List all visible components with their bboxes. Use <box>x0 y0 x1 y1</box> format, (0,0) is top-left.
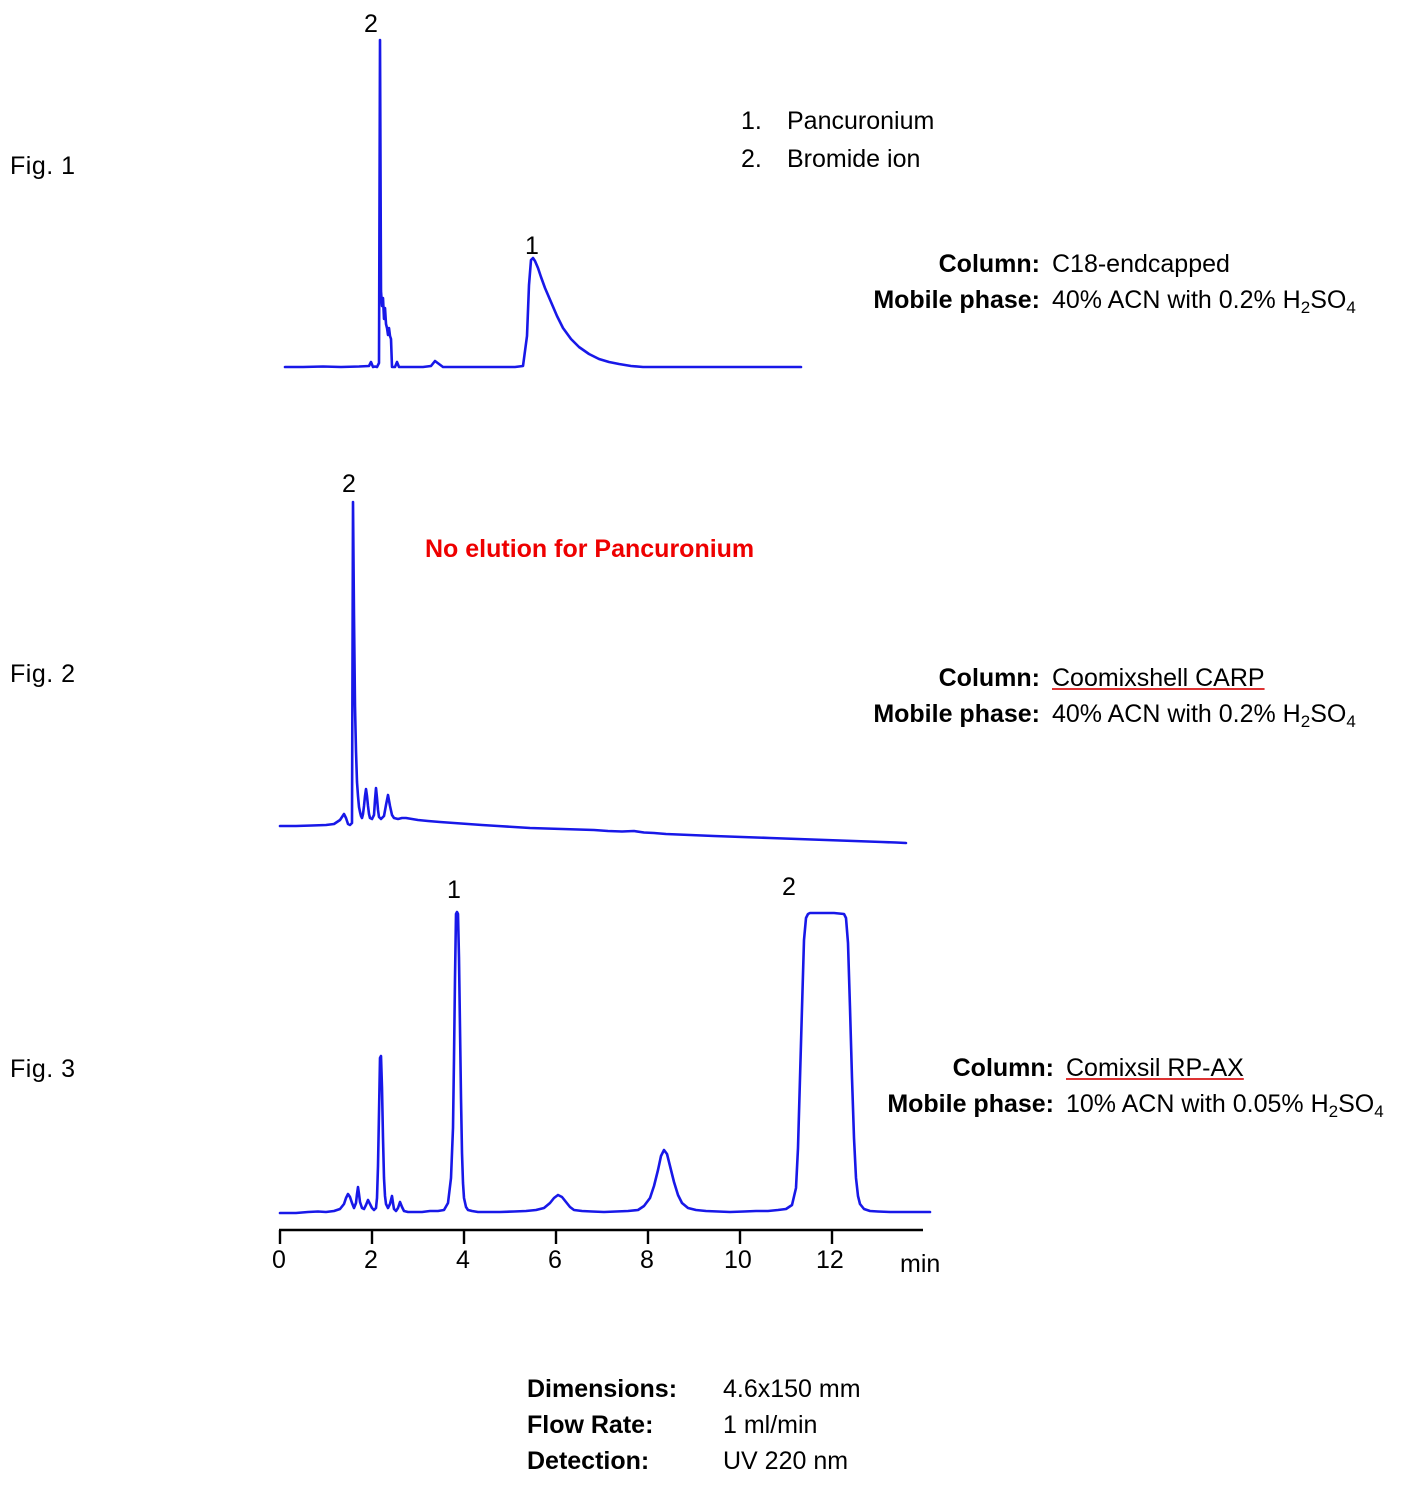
condition-key: Mobile phase: <box>887 1090 1054 1118</box>
x-tick-4: 4 <box>456 1246 470 1274</box>
condition-value: Coomixshell CARP <box>1052 664 1265 692</box>
condition-key: Column: <box>952 1054 1054 1082</box>
condition-row-mobile-phase <box>858 696 1356 740</box>
condition-value: 1 ml/min <box>723 1411 818 1439</box>
x-tick-2: 2 <box>364 1246 378 1274</box>
condition-row-column <box>858 660 1356 696</box>
shared-condition-detection <box>527 1443 861 1479</box>
condition-key: Mobile phase: <box>873 700 1040 728</box>
figure-1-chromatogram <box>283 36 903 376</box>
condition-row-column <box>872 1050 1384 1086</box>
condition-key: Detection: <box>527 1447 650 1475</box>
condition-value: C18-endcapped <box>1052 250 1230 278</box>
x-tick-8: 8 <box>640 1246 654 1274</box>
figure-3-label: Fig. 3 <box>10 1055 76 1083</box>
condition-key: Column: <box>938 250 1040 278</box>
legend-item-label: Pancuronium <box>787 107 935 135</box>
x-axis <box>272 1228 941 1288</box>
condition-value: 40% ACN with 0.2% $H_2SO_4$ <box>1052 700 1356 731</box>
x-axis-unit: min <box>900 1250 941 1278</box>
legend-item-label: Bromide ion <box>787 145 921 173</box>
figure-1-peak-label-1: 1 <box>525 232 539 260</box>
figure-3-chromatogram <box>278 898 938 1220</box>
shared-condition-flow-rate <box>527 1407 861 1443</box>
condition-value: 4.6x150 mm <box>723 1375 861 1403</box>
figure-1-label: Fig. 1 <box>10 152 76 180</box>
shared-condition-dimensions <box>527 1371 861 1407</box>
condition-value: UV 220 nm <box>723 1447 849 1475</box>
condition-key: Mobile phase: <box>873 286 1040 314</box>
figure-2-conditions <box>858 660 1356 740</box>
figure-3-peak-label-1: 1 <box>447 876 461 904</box>
condition-row-mobile-phase <box>858 282 1356 326</box>
figure-3-peak-label-2: 2 <box>782 873 796 901</box>
condition-key: Column: <box>938 664 1040 692</box>
condition-value: 40% ACN with 0.2% $H_2SO_4$ <box>1052 286 1356 317</box>
figure-2-label: Fig. 2 <box>10 660 76 688</box>
condition-key: Dimensions: <box>527 1375 678 1403</box>
condition-value: 10% ACN with 0.05% $H_2SO_4$ <box>1066 1090 1384 1121</box>
figure-2-chromatogram <box>278 496 918 861</box>
shared-conditions <box>527 1371 861 1479</box>
figure-1-peak-label-2: 2 <box>364 10 378 38</box>
legend-item-number: 1. <box>741 107 762 135</box>
x-tick-10: 10 <box>724 1246 752 1274</box>
figure-2-trace <box>280 502 906 843</box>
figure-3-conditions <box>872 1050 1384 1130</box>
figure-3-trace <box>280 912 930 1213</box>
figure-1-conditions <box>858 246 1356 326</box>
figure-2-note: No elution for Pancuronium <box>425 535 755 563</box>
condition-row-column <box>858 246 1356 282</box>
figure-2-peak-label-2: 2 <box>342 470 356 498</box>
x-tick-0: 0 <box>272 1246 286 1274</box>
condition-row-mobile-phase <box>872 1086 1384 1130</box>
x-tick-6: 6 <box>548 1246 562 1274</box>
x-tick-12: 12 <box>816 1246 844 1274</box>
legend-item-number: 2. <box>741 145 762 173</box>
condition-key: Flow Rate: <box>527 1411 654 1439</box>
condition-value: Comixsil RP-AX <box>1066 1054 1244 1082</box>
figure-1-trace <box>285 40 801 367</box>
